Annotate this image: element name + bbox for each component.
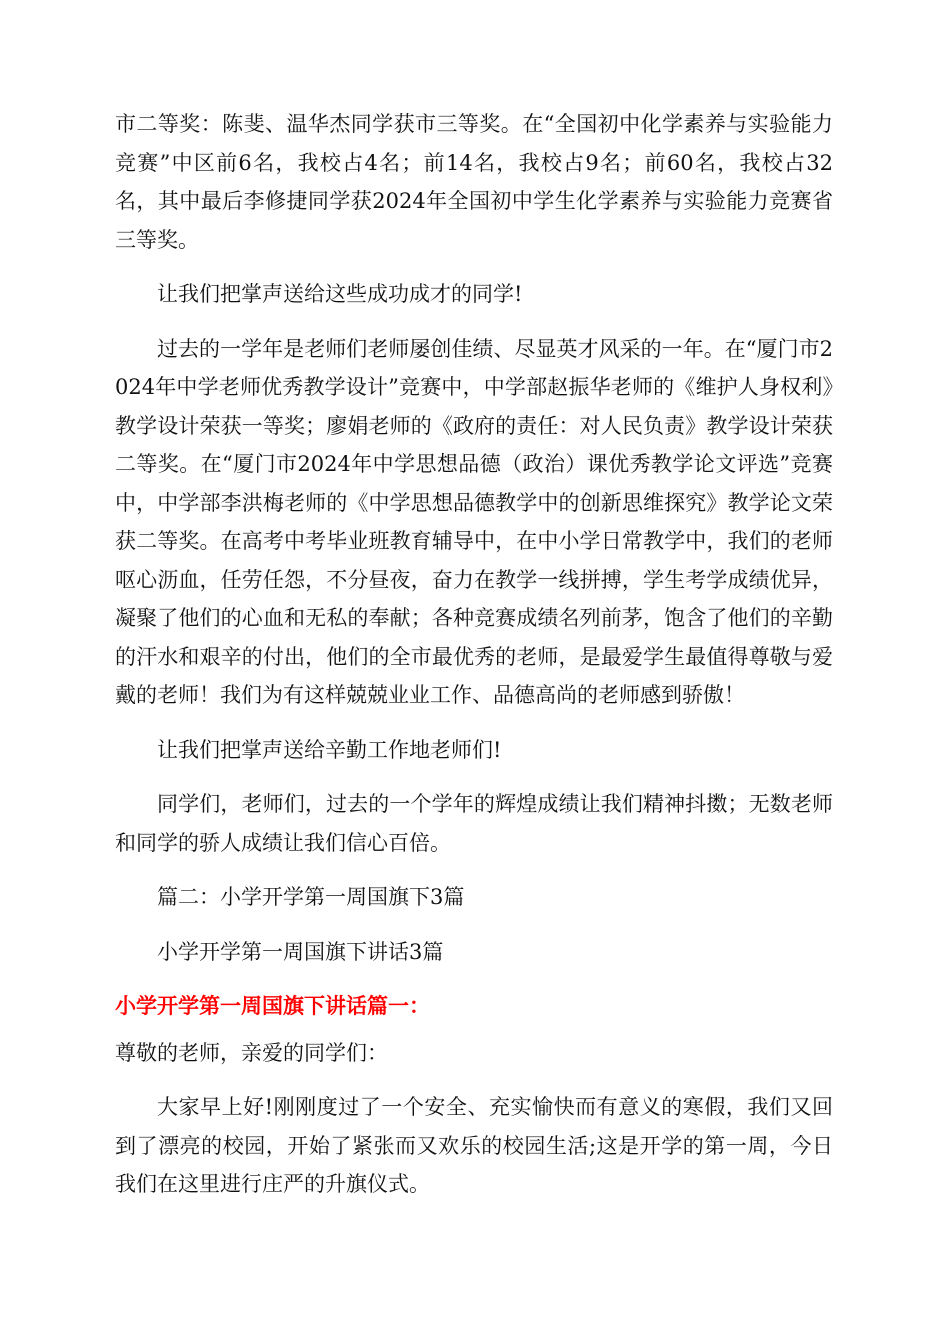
- paragraph-applause-teachers: 让我们把掌声送给辛勤工作地老师们!: [157, 737, 502, 762]
- paragraph-section-two-title: 篇二：小学开学第一周国旗下3篇: [157, 885, 465, 909]
- paragraph-awards-students: 市二等奖：陈斐、温华杰同学获市三等奖。在“全国初中化学素养与实验能力竞赛”中区前6名，我校占4名；前14名，我校占9名；前60名，我校占32名，其中最后李修捷同学获2024年全国初中学生化学素养与实验能力竞赛省三等奖。: [115, 112, 833, 252]
- paragraph-teachers-achievements: 过去的一学年是老师们老师屡创佳绩、尽显英才风采的一年。在“厦门市2024年中学老师优秀教学设计”竞赛中，中学部赵振华老师的《维护人身权利》教学设计荣获一等奖；廖娟老师的《政府的责任：对人民负责》教学设计荣获二等奖。在“厦门市2024年中学思想品德（政治）课优秀教学论文评选”竞赛中，中学部李洪梅老师的《中学思想品德教学中的创新思维探究》教学论文荣获二等奖。在高考中考毕业班教育辅导中，在中小学日常教学中，我们的老师呕心沥血，任劳任怨，不分昼夜，奋力在教学一线拼搏，学生考学成绩优异，凝聚了他们的心血和无私的奉献；各种竞赛成绩名列前茅，饱含了他们的辛勤的汗水和艰辛的付出，他们的全市最优秀的老师，是最爱学生最值得尊敬与爱戴的老师！我们为有这样兢兢业业工作、品德高尚的老师感到骄傲！: [115, 336, 833, 707]
- greeting-line: 尊敬的老师，亲爱的同学们：: [115, 1040, 388, 1065]
- section-heading: 小学开学第一周国旗下讲话篇一：: [115, 994, 430, 1018]
- paragraph-confidence: 同学们，老师们，过去的一个学年的辉煌成绩让我们精神抖擞；无数老师和同学的骄人成绩让我们信心百倍。: [115, 792, 833, 855]
- paragraph-speech-title: 小学开学第一周国旗下讲话3篇: [157, 939, 444, 964]
- paragraph-speech-opening: 大家早上好!刚刚度过了一个安全、充实愉快而有意义的寒假，我们又回到了漂亮的校园，开始了紧张而又欢乐的校园生活;这是开学的第一周，今日我们在这里进行庄严的升旗仪式。: [115, 1095, 833, 1196]
- document-page: [115, 105, 833, 1220]
- paragraph-applause-students: 让我们把掌声送给这些成功成才的同学!: [157, 282, 523, 306]
